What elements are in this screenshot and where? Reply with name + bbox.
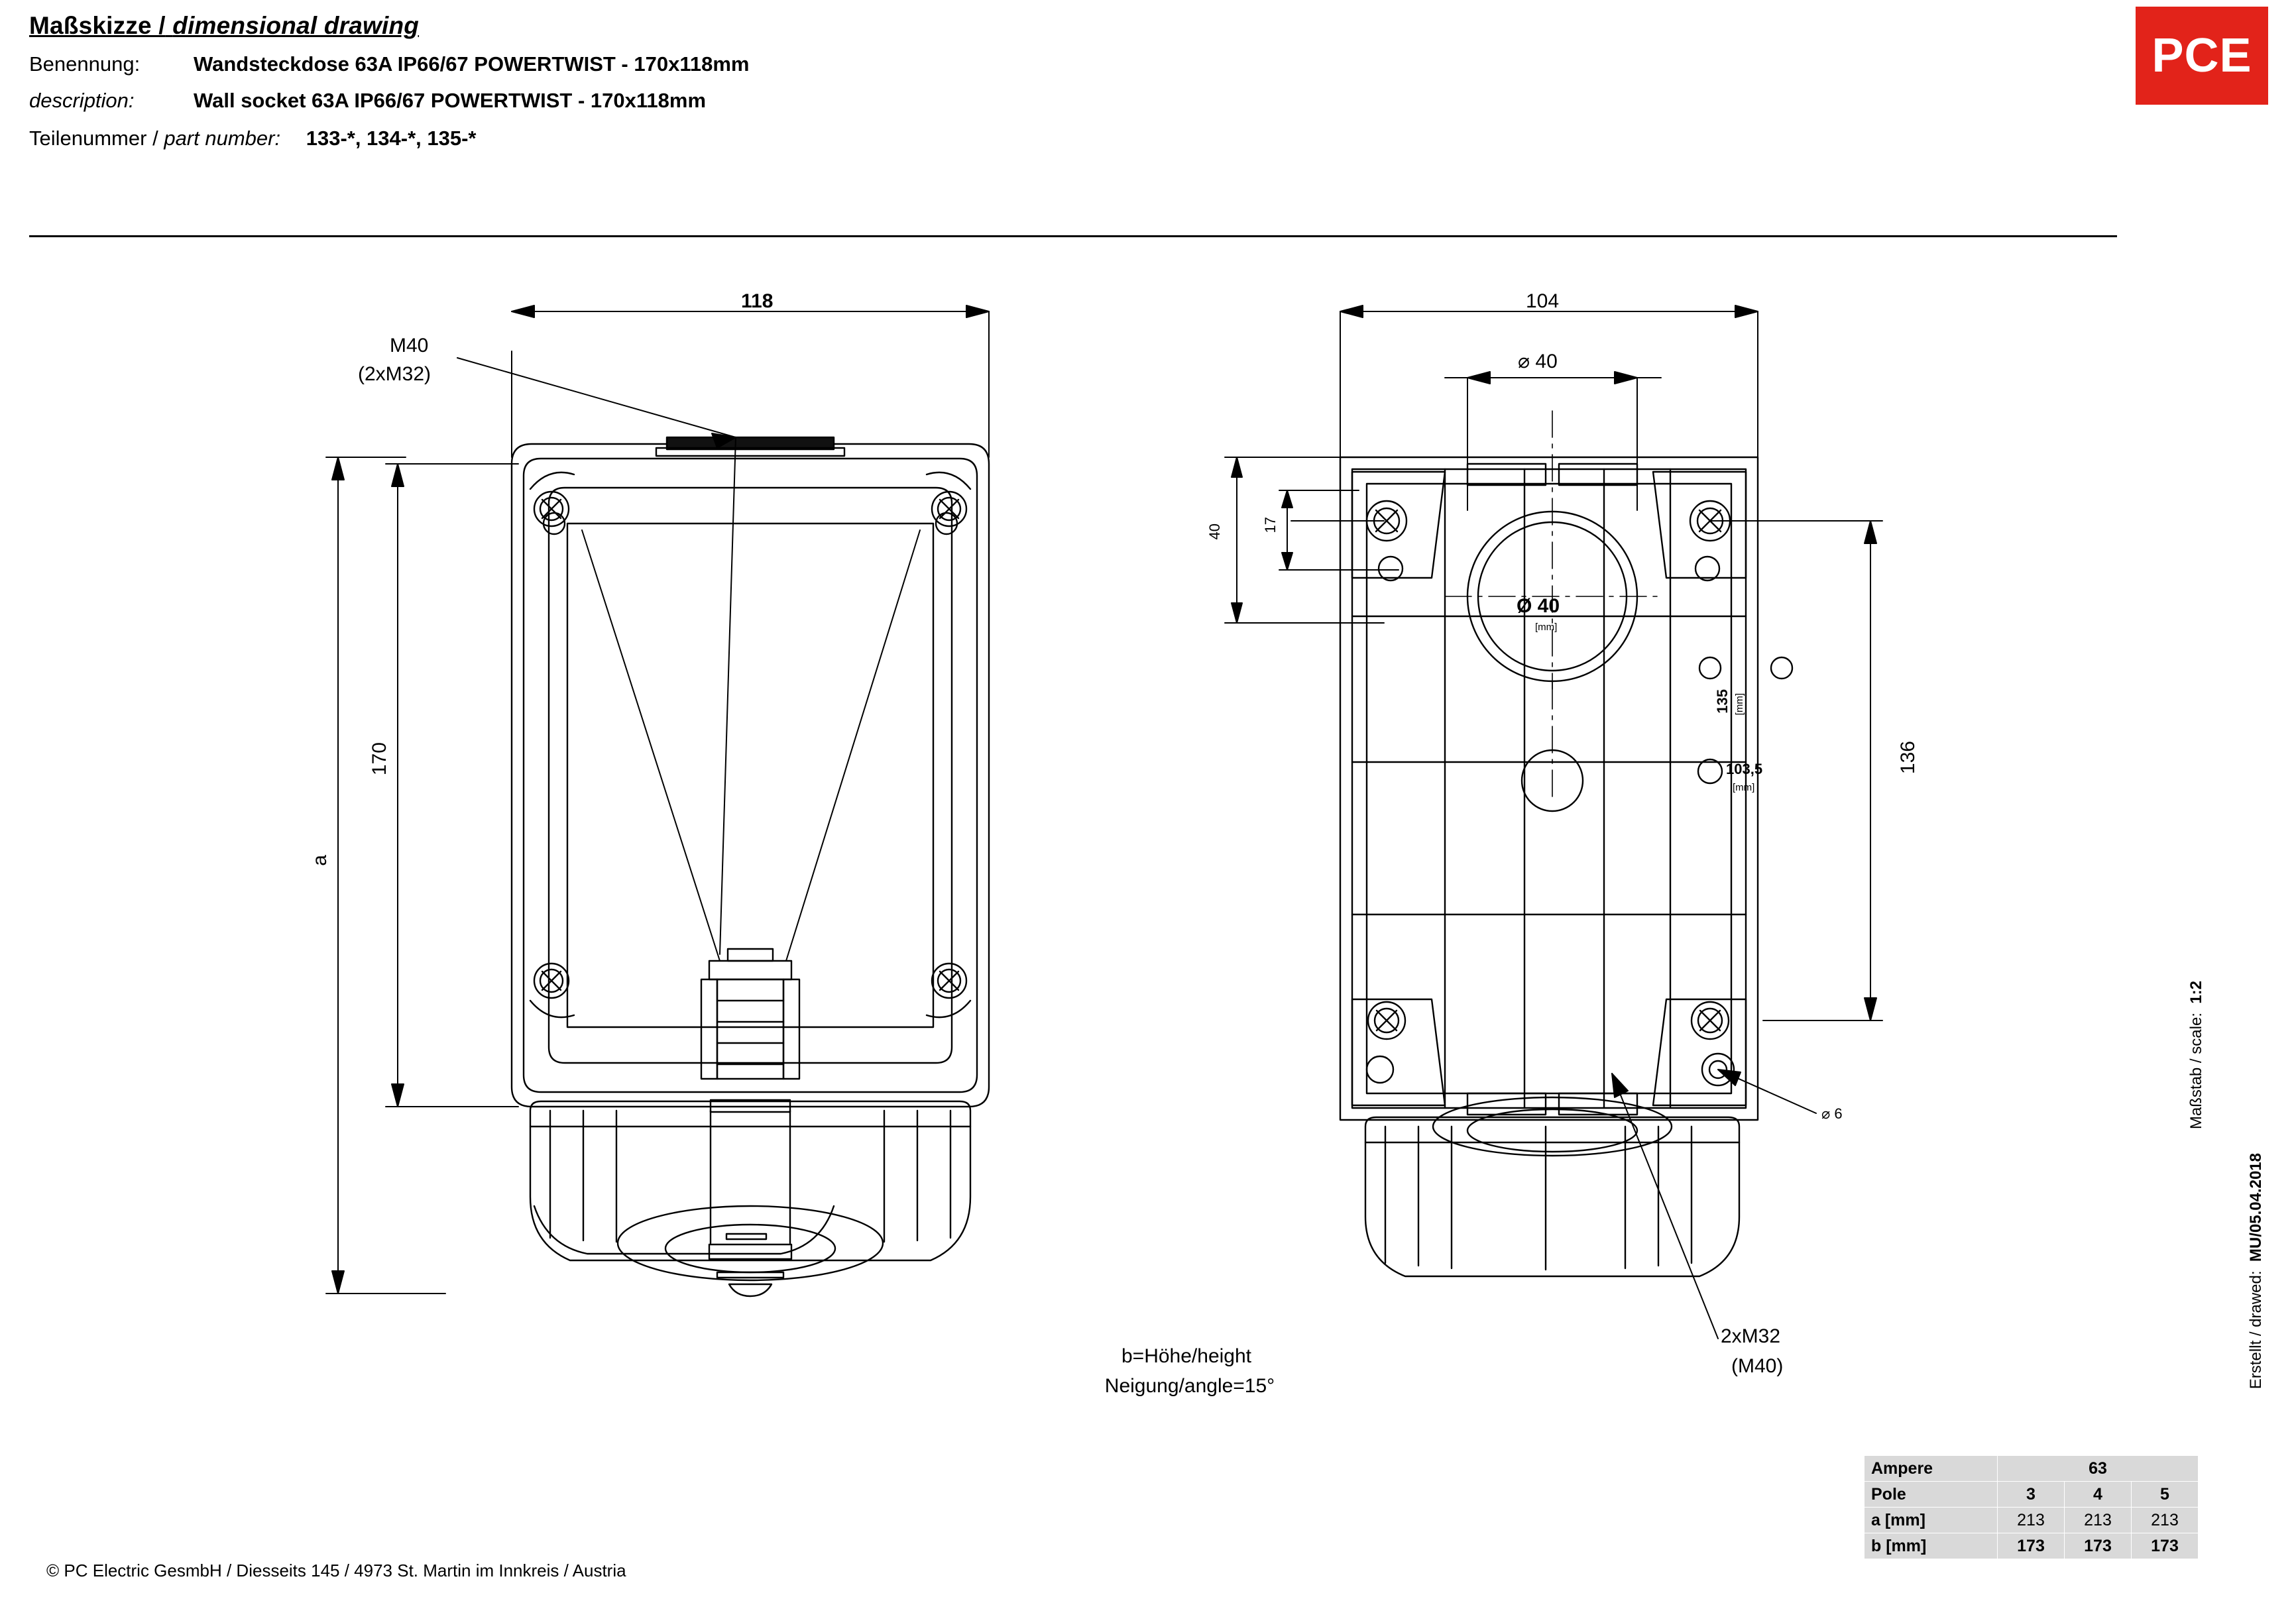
rear-view-mounting-bosses (1352, 472, 1746, 1105)
rear-view-body (1340, 411, 1792, 1120)
dim-104-label: 104 (1526, 290, 1560, 312)
dim-118-label: 118 (741, 290, 774, 312)
callout-2xm32-sub-label: (M40) (1731, 1355, 1784, 1377)
dia6-leader (1718, 1070, 1816, 1113)
front-view-cover-ring (530, 1100, 970, 1296)
description-value: Wall socket 63A IP66/67 POWERTWIST - 170x118mm (194, 89, 707, 112)
dim-136 (1763, 521, 1882, 1020)
label-1035: 103,5 (1726, 761, 1763, 777)
drawn-text (2247, 1153, 2266, 1389)
table-value-b-5: 173 (2132, 1533, 2199, 1559)
front-view-taper (582, 530, 920, 961)
callout-2xm32-label: 2xM32 (1721, 1325, 1781, 1347)
table-label-pole: Pole (1865, 1482, 1998, 1508)
table-value-pole-5: 5 (2132, 1482, 2199, 1508)
callout-m40-sub-label: (2xM32) (358, 363, 431, 385)
table-row (1865, 1533, 2199, 1559)
partnumber-value: 133-*, 134-*, 135-* (306, 127, 477, 150)
table-value-pole-3: 3 (1998, 1482, 2065, 1508)
partnumber-label-en: part number: (164, 127, 281, 150)
benennung-label: Benennung: (29, 52, 141, 76)
drawn-value: MU/05.04.2018 (2247, 1153, 2265, 1262)
dim-17-40 (1225, 457, 1399, 623)
partnumber-separator: / (152, 127, 158, 150)
scale-text (2187, 981, 2206, 1129)
table-value-b-4: 173 (2065, 1533, 2132, 1559)
table-label-a: a [mm] (1865, 1508, 1998, 1533)
drawn-label: Erstellt / drawed: (2247, 1270, 2265, 1390)
dim-dia40-label: ⌀ 40 (1518, 351, 1558, 372)
dim-a (326, 457, 445, 1294)
label-135-unit: [mm] (1734, 693, 1745, 716)
description-label: description: (29, 89, 135, 112)
note-height: b=Höhe/height (1121, 1345, 1251, 1367)
page-title-en: dimensional drawing (172, 12, 420, 39)
dim-17-label: 17 (1262, 517, 1279, 533)
center-hole-label: Ø 40 (1517, 595, 1560, 617)
dim-a-label: a (309, 855, 331, 866)
dim-170-label: 170 (369, 742, 390, 776)
dim-118 (512, 305, 989, 457)
table-value-a-4: 213 (2065, 1508, 2132, 1533)
table-row (1865, 1456, 2199, 1482)
dim-40-label: 40 (1206, 524, 1223, 540)
table-label-b: b [mm] (1865, 1533, 1998, 1559)
table-value-a-3: 213 (1998, 1508, 2065, 1533)
callout-m40-label: M40 (390, 335, 429, 357)
dim-dia6-label: ⌀ 6 (1821, 1105, 1843, 1122)
scale-label: Maßstab / scale: (2187, 1013, 2205, 1130)
dim-136-label: 136 (1897, 741, 1919, 775)
center-hole-unit-label: [mm] (1535, 622, 1558, 633)
table-value-ampere: 63 (1998, 1456, 2199, 1482)
dim-170 (386, 464, 518, 1107)
table-value-b-3: 173 (1998, 1533, 2065, 1559)
table-row (1865, 1482, 2199, 1508)
page-title-de: Maßskizze / (29, 12, 166, 39)
table-row (1865, 1508, 2199, 1533)
m32-leader (1612, 1074, 1718, 1339)
table-value-a-5: 213 (2132, 1508, 2199, 1533)
table-value-pole-4: 4 (2065, 1482, 2132, 1508)
note-angle: Neigung/angle=15° (1104, 1375, 1275, 1397)
spec-table (1864, 1455, 2199, 1559)
dim-dia40-top (1445, 372, 1661, 510)
partnumber-label-de: Teilenummer (29, 127, 147, 150)
front-view-socket-boss (701, 949, 799, 1079)
label-1035-unit: [mm] (1733, 782, 1755, 793)
front-view-screws (530, 472, 970, 1017)
pce-logo-text: PCE (2152, 29, 2252, 82)
rear-view-cover-ring (1365, 1097, 1739, 1276)
benennung-value: Wandsteckdose 63A IP66/67 POWERTWIST - 170x118mm (194, 52, 750, 76)
footer-copyright: © PC Electric GesmbH / Diesseits 145 / 4973 St. Martin im Innkreis / Austria (46, 1561, 626, 1580)
table-label-ampere: Ampere (1865, 1456, 1998, 1482)
scale-value: 1:2 (2187, 981, 2205, 1004)
dim-104 (1340, 305, 1758, 464)
label-135: 135 (1714, 689, 1731, 714)
